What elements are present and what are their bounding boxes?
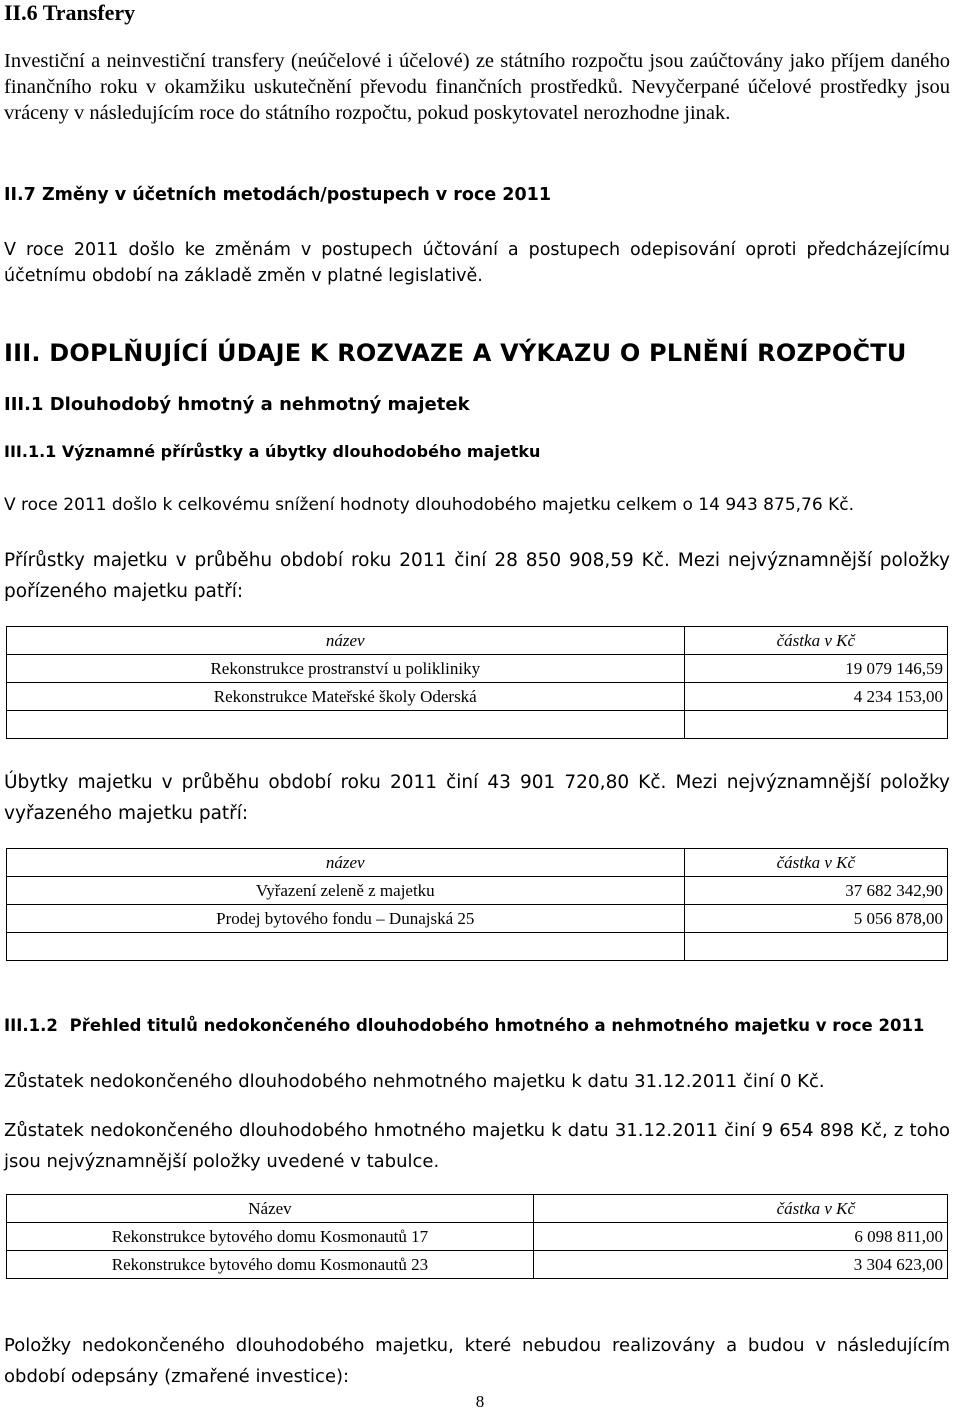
table-row [7, 1251, 948, 1279]
section-heading-method-changes: II.7 Změny v účetních metodách/postupech v roce 2011 [4, 185, 551, 205]
cell-amount: 3 304 623,00 [533, 1251, 947, 1279]
cell-name: Vyřazení zeleně z majetku [7, 877, 685, 905]
paragraph-total-decrease: V roce 2011 došlo k celkovému snížení hodnoty dlouhodobého majetku celkem o 14 943 875,76 Kč. [4, 495, 854, 515]
header-name: název [7, 627, 685, 655]
table-row [7, 905, 948, 933]
table-header-row [7, 627, 948, 655]
cell-amount [684, 711, 947, 739]
table-row [7, 711, 948, 739]
cell-name: Rekonstrukce bytového domu Kosmonautů 23 [7, 1251, 534, 1279]
cell-name [7, 711, 685, 739]
section-heading-long-term-assets: III.1 Dlouhodobý hmotný a nehmotný majetek [4, 394, 470, 415]
table-additions [6, 626, 948, 739]
header-amount: částka v Kč [684, 849, 947, 877]
cell-amount: 5 056 878,00 [684, 905, 947, 933]
table-row [7, 683, 948, 711]
header-amount: částka v Kč [684, 627, 947, 655]
table-row [7, 1223, 948, 1251]
paragraph-tangible-balance: Zůstatek nedokončeného dlouhodobého hmotného majetku k datu 31.12.2011 činí 9 654 898 Kč, z toho jsou nejvýznamnější položky uvedené v tabulce. [4, 1120, 950, 1172]
header-name: název [7, 849, 685, 877]
paragraph-disposals: Úbytky majetku v průběhu období roku 2011 činí 43 901 720,80 Kč. Mezi nejvýznamnější položky vyřazeného majetku patří: [4, 772, 950, 824]
paragraph-method-changes: V roce 2011 došlo ke změnám v postupech účtování a postupech odepisování oproti předcházejícímu účetnímu období na základě změn v platné legislativě. [4, 240, 950, 286]
header-name: Název [7, 1195, 534, 1223]
cell-amount: 37 682 342,90 [684, 877, 947, 905]
table-row [7, 933, 948, 961]
table-header-row [7, 1195, 948, 1223]
section-heading-unfinished-assets [4, 1016, 950, 1035]
table-disposals [6, 848, 948, 961]
table-unfinished [6, 1194, 948, 1279]
cell-amount: 6 098 811,00 [533, 1223, 947, 1251]
cell-name [7, 933, 685, 961]
paragraph-additions: Přírůstky majetku v průběhu období roku 2011 činí 28 850 908,59 Kč. Mezi nejvýznamnější položky pořízeného majetku patří: [4, 550, 950, 602]
table-header-row [7, 849, 948, 877]
header-amount: částka v Kč [533, 1195, 947, 1223]
cell-amount: 4 234 153,00 [684, 683, 947, 711]
cell-name: Rekonstrukce bytového domu Kosmonautů 17 [7, 1223, 534, 1251]
cell-name: Rekonstrukce Mateřské školy Oderská [7, 683, 685, 711]
paragraph-writeoff: Položky nedokončeného dlouhodobého majetku, které nebudou realizovány a budou v následujícím období odepsány (zmařené investice): [4, 1335, 950, 1387]
section-number: III.1.2 [4, 1016, 58, 1035]
chapter-heading: III. DOPLŇUJÍCÍ ÚDAJE K ROZVAZE A VÝKAZU O PLNĚNÍ ROZPOČTU [4, 339, 907, 367]
section-title: Přehled titulů nedokončeného dlouhodobého hmotného a nehmotného majetku v roce 2011 [69, 1016, 925, 1035]
cell-amount: 19 079 146,59 [684, 655, 947, 683]
page-number: 8 [475, 1392, 485, 1411]
table-row [7, 655, 948, 683]
cell-amount [684, 933, 947, 961]
paragraph-intangible-balance: Zůstatek nedokončeného dlouhodobého nehmotného majetku k datu 31.12.2011 činí 0 Kč. [4, 1071, 825, 1092]
paragraph-transfers: Investiční a neinvestiční transfery (neúčelové i účelové) ze státního rozpočtu jsou zaúčtovány jako příjem daného finančního roku v okamžiku uskutečnění převodu finančních prostředků. Nevyčerpané účelové prostředky jsou vráceny v následujícím roce do státního rozpočtu, pokud poskytovatel nerozhodne jinak. [4, 50, 950, 124]
section-heading-transfers: II.6 Transfery [4, 0, 136, 25]
table-row [7, 877, 948, 905]
cell-name: Prodej bytového fondu – Dunajská 25 [7, 905, 685, 933]
section-heading-additions-disposals: III.1.1 Významné přírůstky a úbytky dlouhodobého majetku [4, 442, 541, 461]
cell-name: Rekonstrukce prostranství u polikliniky [7, 655, 685, 683]
